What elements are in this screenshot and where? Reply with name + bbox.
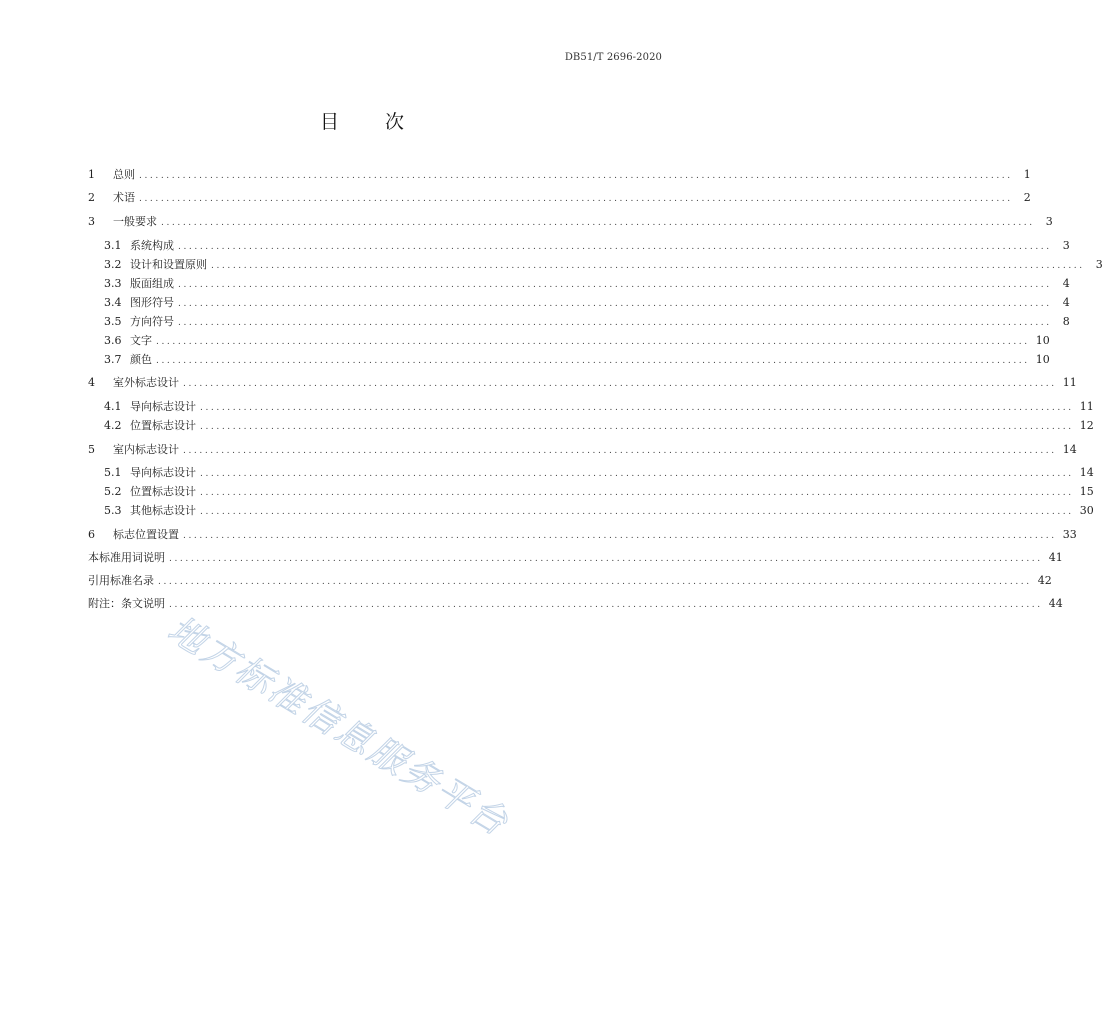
toc-entry-label: 其他标志设计 xyxy=(130,504,196,517)
toc-leader-dots: ................................................................................................................................................................ xyxy=(200,403,1074,413)
toc-entry-page: 8 xyxy=(1062,315,1070,328)
toc-entry-page: 30 xyxy=(1079,504,1094,517)
toc-entry-page: 14 xyxy=(1062,443,1077,456)
toc-entry-label: 导向标志设计 xyxy=(130,400,196,413)
toc-entry[interactable] xyxy=(88,374,1077,392)
toc-entry-page: 10 xyxy=(1035,353,1050,366)
toc-entry[interactable] xyxy=(104,332,1050,350)
toc-entry-page: 4 xyxy=(1062,296,1070,309)
toc-leader-dots: ................................................................................................................................................................ xyxy=(178,318,1052,328)
toc-entry[interactable] xyxy=(104,417,1094,435)
toc-entry[interactable] xyxy=(104,237,1070,255)
toc-entry-page: 1 xyxy=(1023,168,1031,181)
toc-entry-page: 12 xyxy=(1079,419,1094,432)
toc-entry-label: 系统构成 xyxy=(130,239,174,252)
toc-entry-number: 3.7 xyxy=(104,353,122,366)
toc-entry-page: 33 xyxy=(1062,528,1077,541)
toc-entry[interactable] xyxy=(104,483,1094,501)
toc-entry-number: 5.3 xyxy=(104,504,122,517)
toc-entry-label: 位置标志设计 xyxy=(130,485,196,498)
toc-entry-number: 3.2 xyxy=(104,258,122,271)
toc-entry-number: 5.1 xyxy=(104,466,122,479)
toc-leader-dots: ................................................................................................................................................................ xyxy=(200,422,1074,432)
toc-entry-label: 标志位置设置 xyxy=(113,528,179,541)
toc-leader-dots: ................................................................................................................................................................ xyxy=(178,280,1052,290)
toc-leader-dots: ................................................................................................................................................................ xyxy=(169,600,1043,610)
toc-entry-number: 3.5 xyxy=(104,315,122,328)
toc-entry[interactable] xyxy=(88,595,1063,613)
toc-leader-dots: ................................................................................................................................................................ xyxy=(178,299,1052,309)
toc-entry-number: 4 xyxy=(88,376,95,389)
toc-leader-dots: ................................................................................................................................................................ xyxy=(161,218,1035,228)
toc-entry-page: 42 xyxy=(1037,574,1052,587)
toc-entry-number: 3.6 xyxy=(104,334,122,347)
toc-entry[interactable] xyxy=(104,398,1094,416)
toc-entry-label: 方向符号 xyxy=(130,315,174,328)
toc-entry-number: 3 xyxy=(88,215,95,228)
toc-leader-dots: ................................................................................................................................................................ xyxy=(183,446,1057,456)
toc-leader-dots: ................................................................................................................................................................ xyxy=(139,171,1013,181)
toc-entry-label: 图形符号 xyxy=(130,296,174,309)
toc-entry-page: 3 xyxy=(1045,215,1053,228)
toc-entry[interactable] xyxy=(104,502,1094,520)
toc-entry-number: 4.1 xyxy=(104,400,122,413)
toc-entry-number: 2 xyxy=(88,191,95,204)
toc-entry[interactable] xyxy=(88,213,1053,231)
toc-entry-page: 41 xyxy=(1048,551,1063,564)
toc-entry-label: 术语 xyxy=(113,191,135,204)
toc-entry-page: 2 xyxy=(1023,191,1031,204)
toc-leader-dots: ................................................................................................................................................................ xyxy=(200,507,1074,517)
document-code: DB51/T 2696-2020 xyxy=(564,52,662,63)
toc-entry[interactable] xyxy=(104,351,1050,369)
toc-entry-number: 6 xyxy=(88,528,95,541)
toc-title xyxy=(0,107,724,134)
toc-entry-page: 44 xyxy=(1048,597,1063,610)
toc-leader-dots: ................................................................................................................................................................ xyxy=(169,554,1043,564)
toc-entry-page: 11 xyxy=(1062,376,1077,389)
toc-entry-label: 室外标志设计 xyxy=(113,376,179,389)
toc-title-char: 次 xyxy=(385,111,405,133)
toc-leader-dots: ................................................................................................................................................................ xyxy=(183,379,1057,389)
toc-leader-dots: ................................................................................................................................................................ xyxy=(156,356,1030,366)
toc-entry[interactable] xyxy=(104,464,1094,482)
toc-entry-label: 一般要求 xyxy=(113,215,157,228)
toc-entry-number: 1 xyxy=(88,168,95,181)
toc-entry-number: 4.2 xyxy=(104,419,122,432)
toc-entry[interactable] xyxy=(88,441,1077,459)
toc-entry[interactable] xyxy=(104,313,1070,331)
toc-leader-dots: ................................................................................................................................................................ xyxy=(156,337,1030,347)
toc-entry-number: 3.3 xyxy=(104,277,122,290)
toc-entry-page: 3 xyxy=(1062,239,1070,252)
toc-entry-page: 15 xyxy=(1079,485,1094,498)
toc-entry-label: 室内标志设计 xyxy=(113,443,179,456)
toc-entry-number: 5.2 xyxy=(104,485,122,498)
toc-leader-dots: ................................................................................................................................................................ xyxy=(183,531,1057,541)
toc-entry[interactable] xyxy=(88,526,1077,544)
toc-entry-label: 位置标志设计 xyxy=(130,419,196,432)
toc-entry-number: 3.1 xyxy=(104,239,122,252)
toc-entry-number: 3.4 xyxy=(104,296,122,309)
toc-entry-label: 附注：条文说明 xyxy=(88,597,165,610)
toc-entry-page: 11 xyxy=(1079,400,1094,413)
toc-entry[interactable] xyxy=(88,549,1063,567)
toc-entry[interactable] xyxy=(88,572,1052,590)
toc-entry-page: 3 xyxy=(1095,258,1103,271)
toc-entry-page: 14 xyxy=(1079,466,1094,479)
toc-entry-label: 引用标准名录 xyxy=(88,574,154,587)
toc-entry[interactable] xyxy=(104,294,1070,312)
toc-leader-dots: ................................................................................................................................................................ xyxy=(158,577,1032,587)
toc-entry-page: 10 xyxy=(1035,334,1050,347)
toc-entry[interactable] xyxy=(88,189,1031,207)
toc-entry-label: 本标准用词说明 xyxy=(88,551,165,564)
toc-entry[interactable] xyxy=(104,275,1070,293)
toc-entry-number: 5 xyxy=(88,443,95,456)
toc-entry-label: 总则 xyxy=(113,168,135,181)
toc-entry[interactable] xyxy=(88,166,1031,184)
toc-leader-dots: ................................................................................................................................................................ xyxy=(178,242,1052,252)
toc-leader-dots: ................................................................................................................................................................ xyxy=(200,488,1074,498)
toc-entry-label: 导向标志设计 xyxy=(130,466,196,479)
watermark: 地方标准信息服务平台 xyxy=(160,608,517,845)
toc-leader-dots: ................................................................................................................................................................ xyxy=(200,469,1074,479)
toc-entry-label: 颜色 xyxy=(130,353,152,366)
toc-entry-label: 版面组成 xyxy=(130,277,174,290)
toc-title-char: 目 xyxy=(319,111,339,133)
toc-leader-dots: ................................................................................................................................................................ xyxy=(139,194,1013,204)
toc-entry[interactable] xyxy=(104,256,1103,274)
toc-leader-dots: ................................................................................................................................................................ xyxy=(211,261,1085,271)
toc-entry-label: 文字 xyxy=(130,334,152,347)
toc-entry-page: 4 xyxy=(1062,277,1070,290)
toc-entry-label: 设计和设置原则 xyxy=(130,258,207,271)
